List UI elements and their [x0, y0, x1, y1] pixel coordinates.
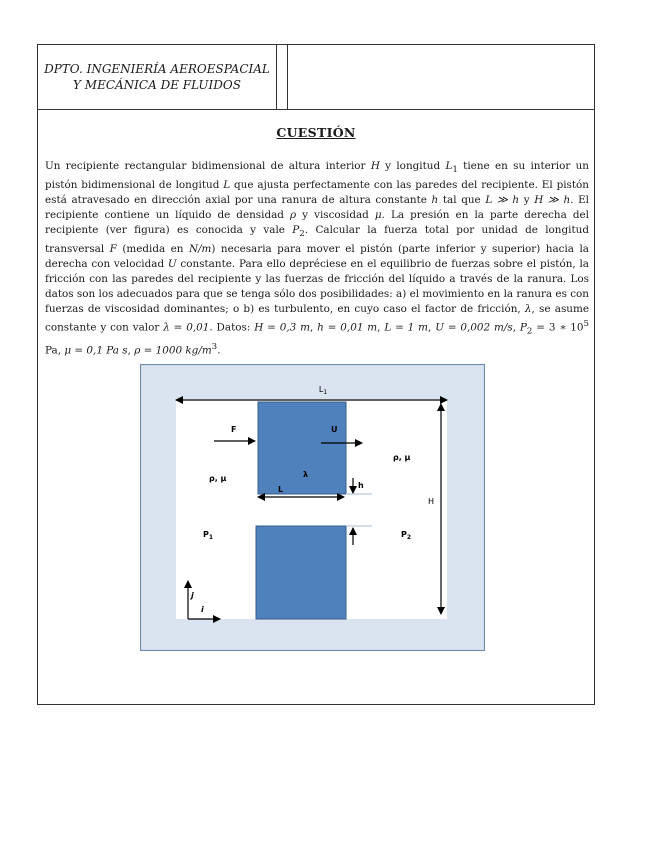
piston-lower-part: [256, 526, 346, 619]
U-label: U: [331, 425, 338, 434]
piston-upper-part: [258, 402, 346, 494]
header-divider-left: [276, 45, 277, 109]
h-label: h: [358, 481, 364, 490]
P2-label: $P_2$: [401, 530, 412, 541]
question-title: CUESTIÓN: [276, 125, 356, 140]
H-label: H: [428, 497, 435, 506]
lambda-label: λ: [303, 470, 309, 479]
header-row: [38, 45, 594, 110]
header-divider-right: [287, 45, 288, 109]
question-body: Un recipiente rectangular bidimensional de altura interior H y longitud $L_1$ tiene en su interior un pistón bidimensional de longitud L que ajusta perfectamente con las paredes del recipiente. El pistón está atravesado en dirección axial por una ranura de altura constante h tal que L ≫ h y H ≫ h. El recipiente contiene un líquido de densidad ρ y viscosidad μ. La presión en la parte derecha del recipiente (ver figura) es conocida y vale $P_2$. Calcular la fuerza total por unidad de longitud transversal F (medida en N/m) necesaria para mover el pistón (parte inferior y superior) hacia la derecha con velocidad U constante. Para ello depréciese en el equilibrio de fuerzas sobre el pistón, la fricción con las paredes del recipiente y las fuerzas de fricción del líquido a través de la ranura. Los datos son los adecuados para que se tenga sólo dos posibilidades: a) el movimiento en la ranura es con fuerzas de viscosidad dominantes; o b) es turbulento, en cuyo caso el factor de fricción, λ, se asume constante y con valor λ = 0,01. Datos: H = 0,3 m, h = 0,01 m, L = 1 m, U = 0,002 m/s, $P_2 = 3$ ∗ $10^5$ Pa, μ = 0,1 Pa s, ρ = 1000 $kg/m^3$.: [45, 160, 589, 357]
department-line-2: Y MECÁNICA DE FLUIDOS: [73, 78, 241, 92]
rho-mu-left-label: ρ, μ: [209, 474, 227, 483]
department-name: [38, 45, 276, 109]
P1-label: $P_1$: [203, 530, 214, 541]
department-line-1: DPTO. INGENIERÍA AEROESPACIAL: [44, 62, 270, 76]
exam-frame: [37, 44, 595, 705]
L-label: L: [278, 485, 284, 494]
F-label: F: [231, 425, 237, 434]
piston-figure: [140, 364, 485, 651]
L1-label: $L_1$: [318, 385, 328, 396]
i-label: i: [201, 605, 204, 614]
j-label: j: [191, 591, 194, 600]
rho-mu-right-label: ρ, μ: [393, 453, 411, 462]
